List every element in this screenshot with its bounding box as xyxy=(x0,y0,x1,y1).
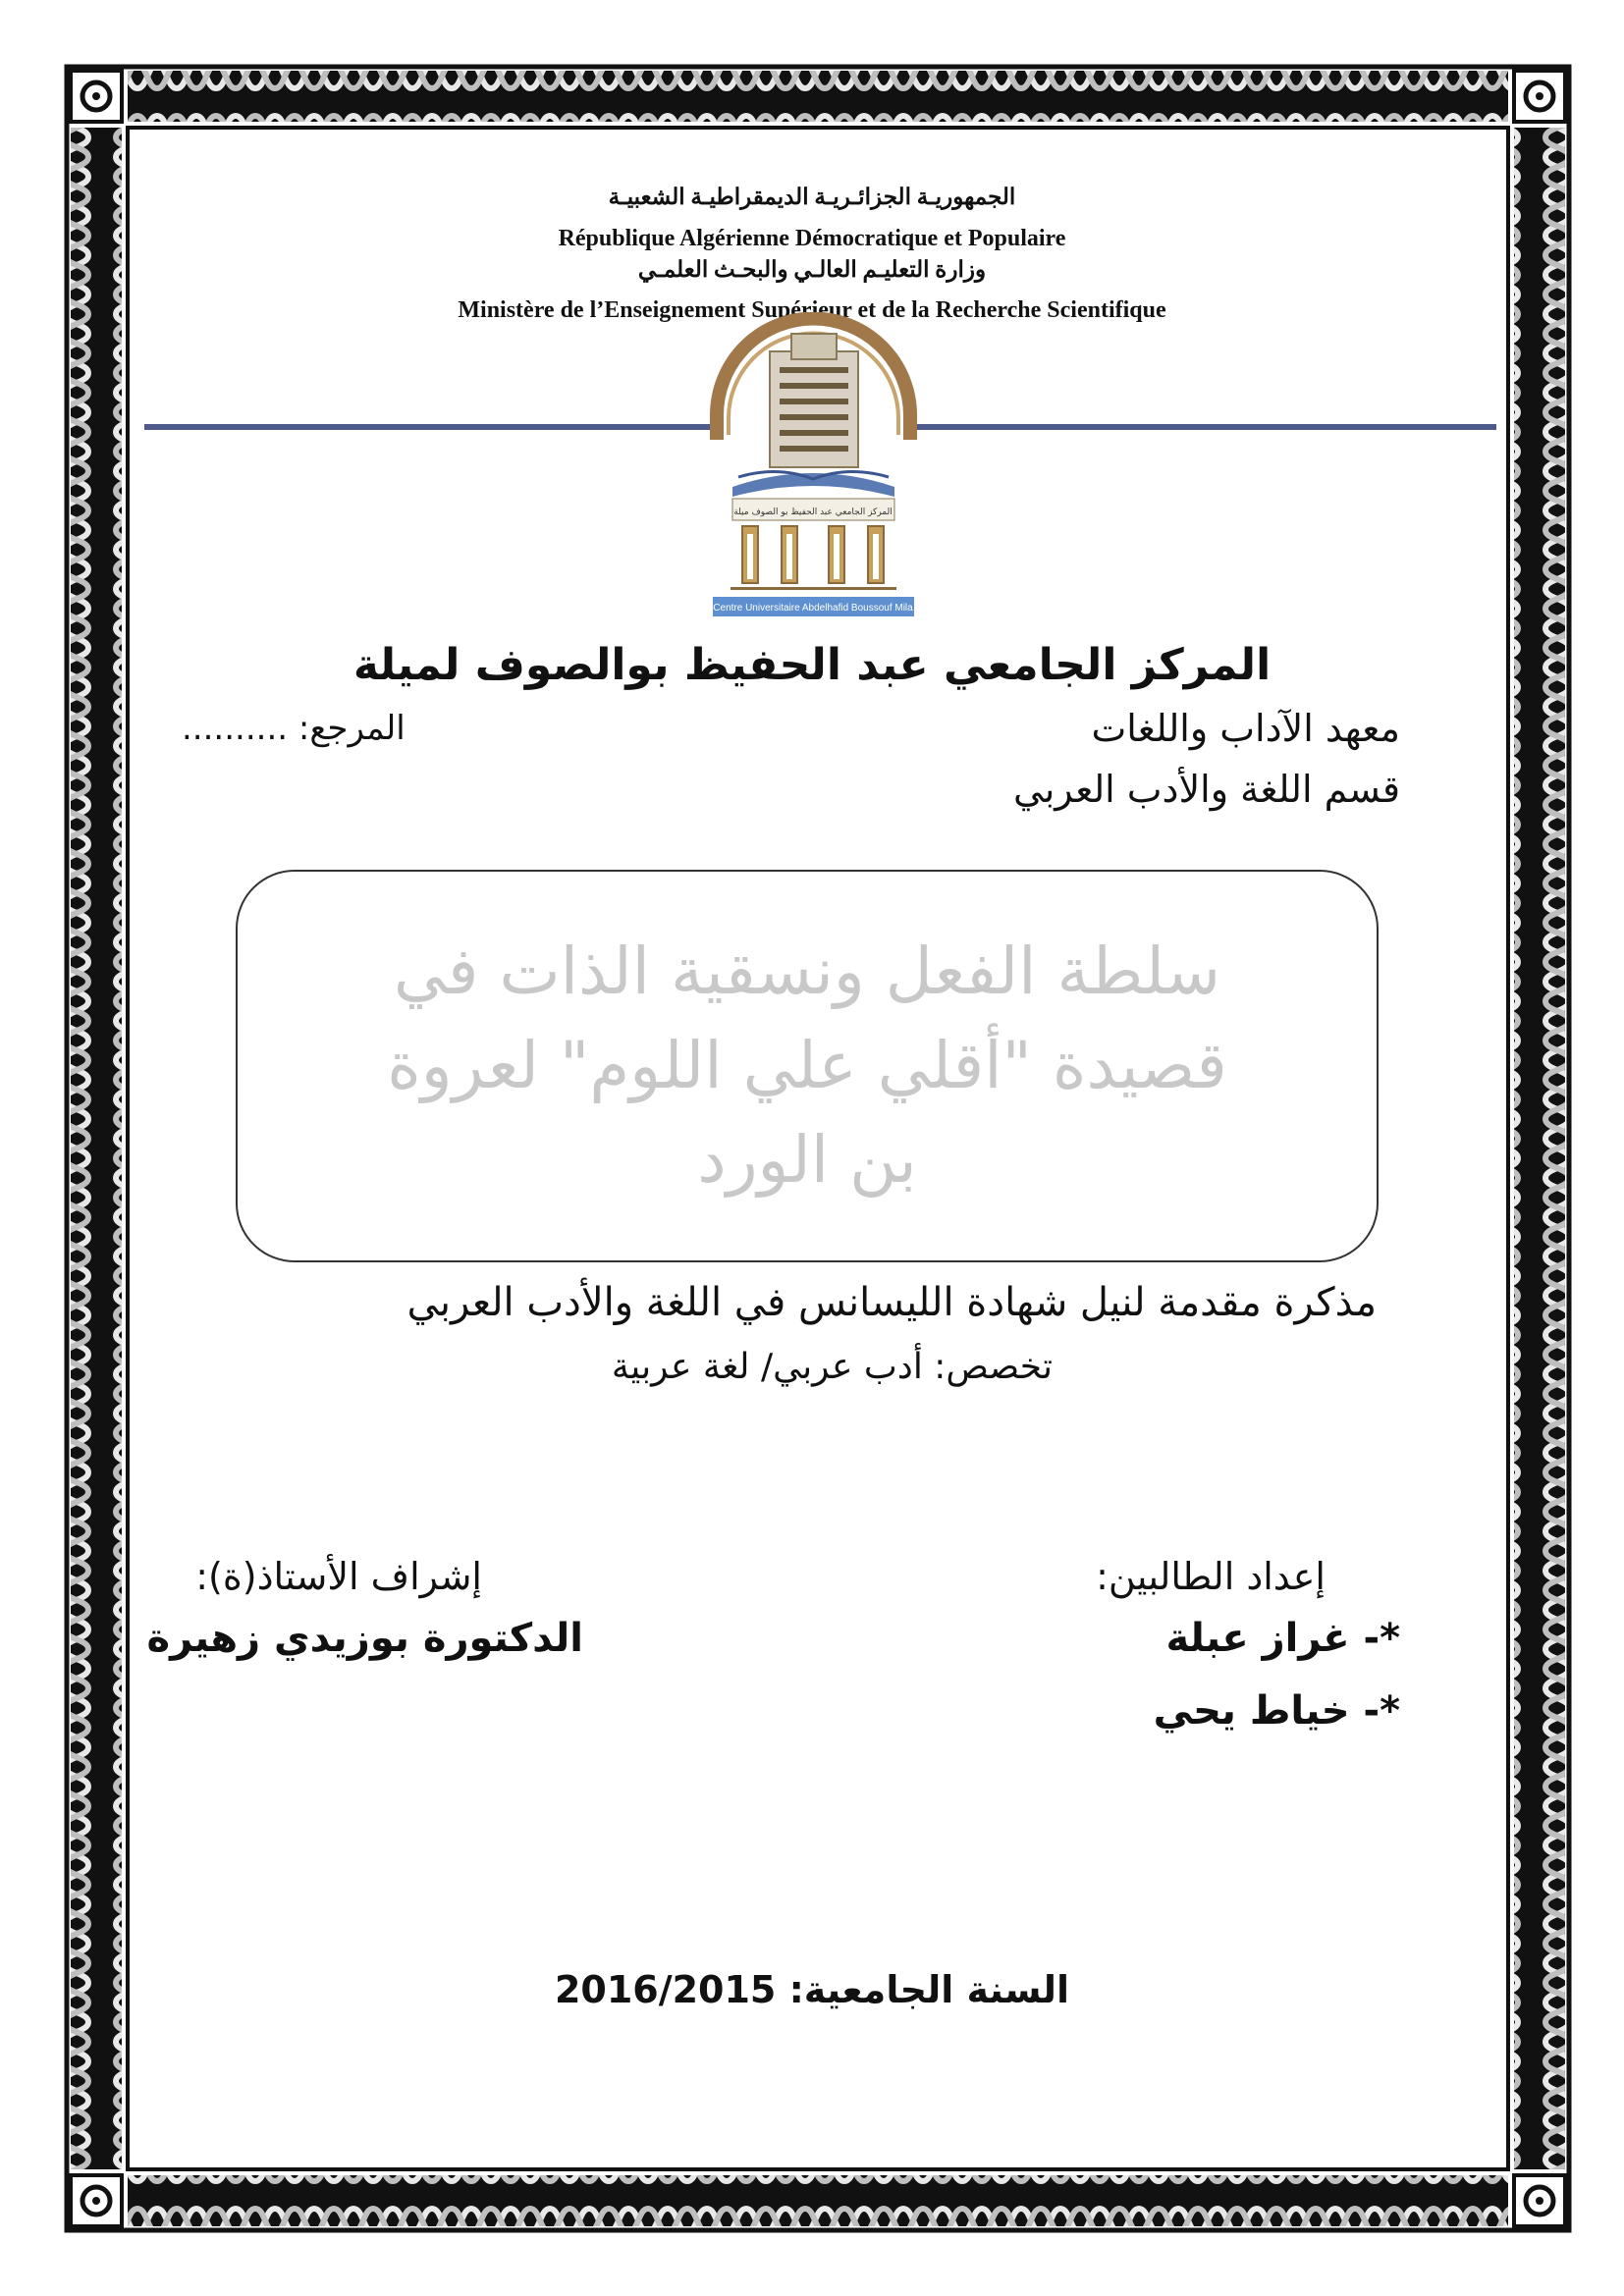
corner-ornament xyxy=(71,2175,122,2226)
ministry-arabic: وزارة التعليـم العالـي والبحـث العلمـي xyxy=(637,257,987,282)
thesis-purpose: مذكرة مقدمة لنيل شهادة الليسانس في اللغة والأدب العربي xyxy=(406,1280,1377,1325)
thesis-title-line: سلطة الفعل ونسقية الذات في xyxy=(393,934,1221,1010)
reference-field: المرجع: .......... xyxy=(182,709,406,748)
student-name: *- خياط يحي xyxy=(1153,1688,1400,1734)
republic-french: République Algérienne Démocratique et Populaire xyxy=(558,226,1066,251)
supervisor-name: الدكتورة بوزيدي زهيرة xyxy=(146,1616,583,1661)
corner-ornament xyxy=(1514,71,1565,122)
thesis-specialty: تخصص: أدب عربي/ لغة عربية xyxy=(611,1347,1053,1387)
header-rule xyxy=(144,424,714,430)
university-logo xyxy=(709,312,918,619)
thesis-title-line: بن الورد xyxy=(697,1121,917,1198)
thesis-title-line: قصيدة "أقلي علي اللوم" لعروة xyxy=(387,1028,1227,1104)
thesis-title xyxy=(277,925,1337,1206)
department-name: قسم اللغة والأدب العربي xyxy=(1013,768,1400,811)
institution-name: المركز الجامعي عبد الحفيظ بوالصوف لميلة xyxy=(352,640,1272,690)
corner-ornament xyxy=(1514,2175,1565,2226)
thesis-title-box xyxy=(236,870,1379,1262)
student-name: *- غراز عبلة xyxy=(1165,1616,1400,1661)
academic-year: السنة الجامعية: 2016/2015 xyxy=(554,1968,1070,2011)
students-label: إعداد الطالبين: xyxy=(1096,1555,1326,1598)
logo-caption: Centre Universitaire Abdelhafid Boussouf Mila xyxy=(713,603,913,614)
supervisor-label: إشراف الأستاذ(ة): xyxy=(195,1555,482,1598)
republic-arabic: الجمهوريـة الجزائـريـة الديمقراطيـة الشعبيـة xyxy=(608,185,1016,209)
logo-arabic-banner: المركز الجامعي عبد الحفيظ بو الصوف ميلة xyxy=(733,507,893,517)
institute-name: معهد الآداب واللغات xyxy=(1091,707,1400,750)
corner-ornament xyxy=(71,71,122,122)
header-rule xyxy=(913,424,1496,430)
ministry-french: Ministère de l’Enseignement Supérieur et de la Recherche Scientifique xyxy=(458,297,1166,323)
